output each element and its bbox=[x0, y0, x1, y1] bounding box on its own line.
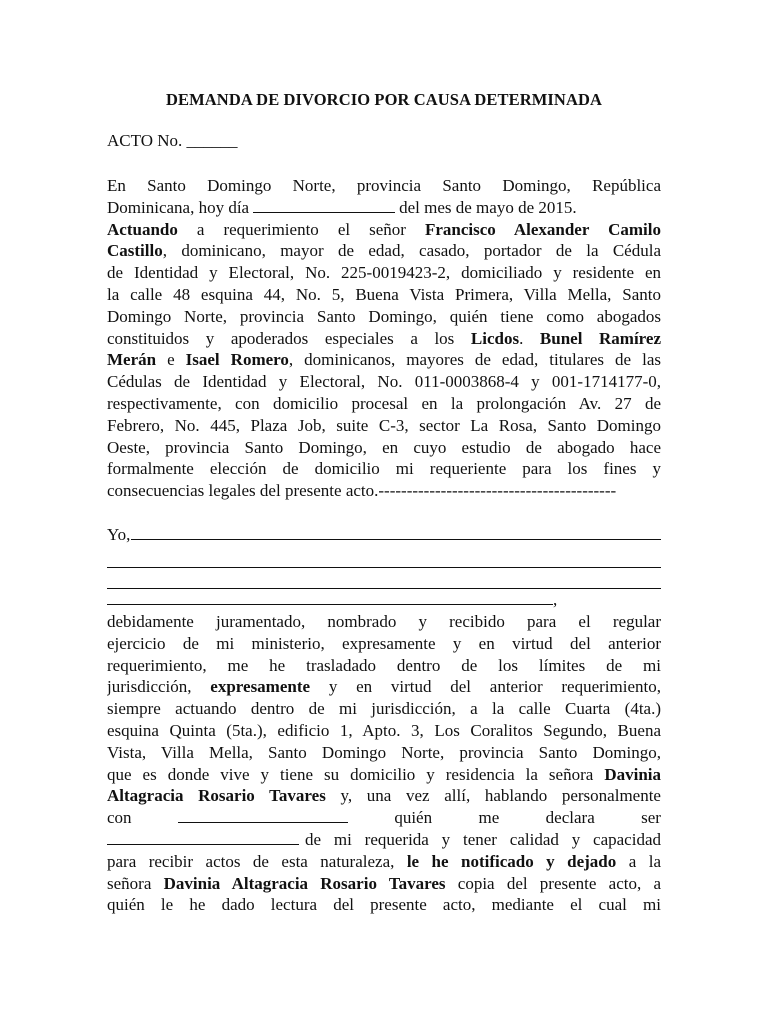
text-line: debidamente juramentado, nombrado y recibido para el regular bbox=[107, 612, 661, 631]
text-line: Castillo, dominicano, mayor de edad, casado, portador de la Cédula bbox=[107, 241, 661, 261]
text-line: respectivamente, con domicilio procesal en la prolongación Av. 27 de bbox=[107, 393, 661, 413]
text-line: Vista, Villa Mella, Santo Domingo Norte, provincia Santo Domingo, bbox=[107, 742, 661, 762]
text-line: Febrero, No. 445, Plaza Job, suite C-3, sector La Rosa, Santo Domingo bbox=[107, 415, 661, 435]
person-blank bbox=[178, 808, 348, 823]
text-line: Domingo Norte, provincia Santo Domingo, quién tiene como abogados bbox=[107, 306, 661, 326]
text-line: señora Davinia Altagracia Rosario Tavares copia del presente acto, a bbox=[107, 873, 661, 893]
text-line: para recibir actos de esta naturaleza, le he notificado y dejado a la bbox=[107, 851, 661, 871]
name-blank bbox=[107, 590, 553, 605]
paragraph-intro bbox=[107, 175, 661, 502]
text-line: Actuando a requerimiento el señor Francisco Alexander Camilo bbox=[107, 219, 661, 239]
text-line: formalmente elección de domicilio mi requeriente para los fines y bbox=[107, 459, 661, 479]
text-line: con quién me declara ser bbox=[107, 808, 661, 828]
text-line: que es donde vive y tiene su domicilio y residencia la señora Davinia bbox=[107, 764, 661, 784]
text-line: Oeste, provincia Santo Domingo, en cuyo estudio de abogado hace bbox=[107, 437, 661, 457]
relation-blank bbox=[107, 830, 299, 845]
text-line: jurisdicción, expresamente y en virtud del anterior requerimiento, bbox=[107, 677, 661, 697]
text-line: quién le he dado lectura del presente acto, mediante el cual mi bbox=[107, 895, 661, 915]
date-blank bbox=[253, 198, 395, 213]
paragraph-notification bbox=[107, 611, 661, 916]
text-line: de Identidad y Electoral, No. 225-0019423-2, domiciliado y residente en bbox=[107, 263, 661, 283]
paragraph-bailiff-name bbox=[107, 524, 661, 611]
text-line: En Santo Domingo Norte, provincia Santo Domingo, República bbox=[107, 176, 661, 195]
acto-number: ACTO No. ______ bbox=[107, 131, 238, 150]
blank-line bbox=[107, 568, 661, 590]
blank-line-end: , bbox=[107, 589, 661, 611]
document-title: DEMANDA DE DIVORCIO POR CAUSA DETERMINADA bbox=[166, 90, 602, 109]
text-line: Merán e Isael Romero, dominicanos, mayores de edad, titulares de las bbox=[107, 350, 661, 370]
text-line: Dominicana, hoy día del mes de mayo de 2015. bbox=[107, 197, 577, 217]
text-line: esquina Quinta (5ta.), edificio 1, Apto. 3, Los Coralitos Segundo, Buena bbox=[107, 720, 661, 740]
text-line: Altagracia Rosario Tavares y, una vez allí, hablando personalmente bbox=[107, 786, 661, 806]
yo-line: Yo, bbox=[107, 524, 661, 546]
blank-line bbox=[107, 546, 661, 568]
name-blank bbox=[131, 525, 661, 540]
text-line: la calle 48 esquina 44, No. 5, Buena Vista Primera, Villa Mella, Santo bbox=[107, 284, 661, 304]
text-line: de mi requerida y tener calidad y capacidad bbox=[107, 829, 661, 851]
text-line: requerimiento, me he trasladado dentro de los límites de mi bbox=[107, 655, 661, 675]
text-line: Cédulas de Identidad y Electoral, No. 011-0003868-4 y 001-1714177-0, bbox=[107, 372, 661, 392]
text-line: ejercicio de mi ministerio, expresamente y en virtud del anterior bbox=[107, 633, 661, 653]
text-line: constituidos y apoderados especiales a los Licdos. Bunel Ramírez bbox=[107, 328, 661, 348]
text-line: siempre actuando dentro de mi jurisdicción, a la calle Cuarta (4ta.) bbox=[107, 699, 661, 719]
text-line: consecuencias legales del presente acto.------------------------------------------ bbox=[107, 481, 617, 501]
